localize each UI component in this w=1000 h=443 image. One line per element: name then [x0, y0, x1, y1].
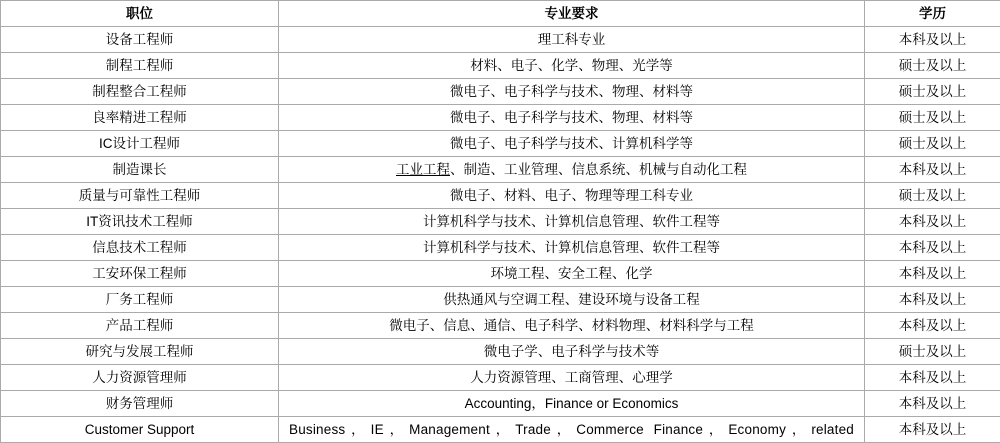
cell-degree: 本科及以上 — [865, 365, 1000, 391]
cell-major — [279, 417, 865, 443]
cell-position: 设备工程师 — [1, 27, 279, 53]
column-header-major: 专业要求 — [279, 1, 865, 27]
cell-position: 产品工程师 — [1, 313, 279, 339]
cell-major: 微电子、电子科学与技术、物理、材料等 — [279, 105, 865, 131]
table-row — [1, 391, 1000, 417]
cell-major-underlined-part: 工业工程 — [396, 162, 450, 177]
cell-degree: 本科及以上 — [865, 27, 1000, 53]
cell-position: Customer Support — [1, 417, 279, 443]
cell-major: 计算机科学与技术、计算机信息管理、软件工程等 — [279, 235, 865, 261]
cell-position: 制程工程师 — [1, 53, 279, 79]
table-row — [1, 27, 1000, 53]
cell-position: IT资讯技术工程师 — [1, 209, 279, 235]
cell-major: 计算机科学与技术、计算机信息管理、软件工程等 — [279, 209, 865, 235]
cell-major: 微电子、电子科学与技术、物理、材料等 — [279, 79, 865, 105]
cell-degree: 本科及以上 — [865, 235, 1000, 261]
cell-degree: 硕士及以上 — [865, 183, 1000, 209]
cell-position: 研究与发展工程师 — [1, 339, 279, 365]
cell-position: 制程整合工程师 — [1, 79, 279, 105]
cell-position: 工安环保工程师 — [1, 261, 279, 287]
cell-major: 微电子学、电子科学与技术等 — [279, 339, 865, 365]
cell-degree: 硕士及以上 — [865, 131, 1000, 157]
cell-degree: 本科及以上 — [865, 261, 1000, 287]
cell-position: 人力资源管理师 — [1, 365, 279, 391]
cell-position: 厂务工程师 — [1, 287, 279, 313]
table-row — [1, 183, 1000, 209]
table-row — [1, 157, 1000, 183]
table-row — [1, 261, 1000, 287]
table-row — [1, 339, 1000, 365]
cell-major: 人力资源管理、工商管理、心理学 — [279, 365, 865, 391]
cell-degree: 本科及以上 — [865, 391, 1000, 417]
cell-degree: 本科及以上 — [865, 417, 1000, 443]
cell-degree: 本科及以上 — [865, 287, 1000, 313]
cell-degree: 硕士及以上 — [865, 53, 1000, 79]
cell-major: 供热通风与空调工程、建设环境与设备工程 — [279, 287, 865, 313]
table-row — [1, 131, 1000, 157]
cell-major: 环境工程、安全工程、化学 — [279, 261, 865, 287]
column-header-degree: 学历 — [865, 1, 1000, 27]
cell-major-rest: 、制造、工业管理、信息系统、机械与自动化工程 — [450, 162, 747, 177]
cell-position: 质量与可靠性工程师 — [1, 183, 279, 209]
table-row — [1, 287, 1000, 313]
cell-position: 制造课长 — [1, 157, 279, 183]
cell-degree: 硕士及以上 — [865, 79, 1000, 105]
cell-major: Accounting，Finance or Economics — [279, 391, 865, 417]
table-row — [1, 365, 1000, 391]
cell-position: 信息技术工程师 — [1, 235, 279, 261]
cell-major: 材料、电子、化学、物理、光学等 — [279, 53, 865, 79]
table-row — [1, 417, 1000, 443]
cell-position: 财务管理师 — [1, 391, 279, 417]
cell-major: 微电子、材料、电子、物理等理工科专业 — [279, 183, 865, 209]
cell-major-text: Business，IE，Management，Trade，Commerce Finance，Economy，related — [283, 420, 860, 440]
column-header-position: 职位 — [1, 1, 279, 27]
table-row — [1, 53, 1000, 79]
cell-degree: 硕士及以上 — [865, 105, 1000, 131]
table-row — [1, 209, 1000, 235]
cell-degree: 硕士及以上 — [865, 339, 1000, 365]
cell-major: 微电子、信息、通信、电子科学、材料物理、材料科学与工程 — [279, 313, 865, 339]
table-row — [1, 235, 1000, 261]
cell-position: 良率精进工程师 — [1, 105, 279, 131]
cell-position: IC设计工程师 — [1, 131, 279, 157]
table-row — [1, 105, 1000, 131]
table-header-row — [1, 1, 1000, 27]
cell-major — [279, 157, 865, 183]
table-row — [1, 79, 1000, 105]
cell-degree: 本科及以上 — [865, 157, 1000, 183]
cell-degree: 本科及以上 — [865, 313, 1000, 339]
cell-major: 理工科专业 — [279, 27, 865, 53]
cell-major: 微电子、电子科学与技术、计算机科学等 — [279, 131, 865, 157]
table-row — [1, 313, 1000, 339]
cell-degree: 本科及以上 — [865, 209, 1000, 235]
